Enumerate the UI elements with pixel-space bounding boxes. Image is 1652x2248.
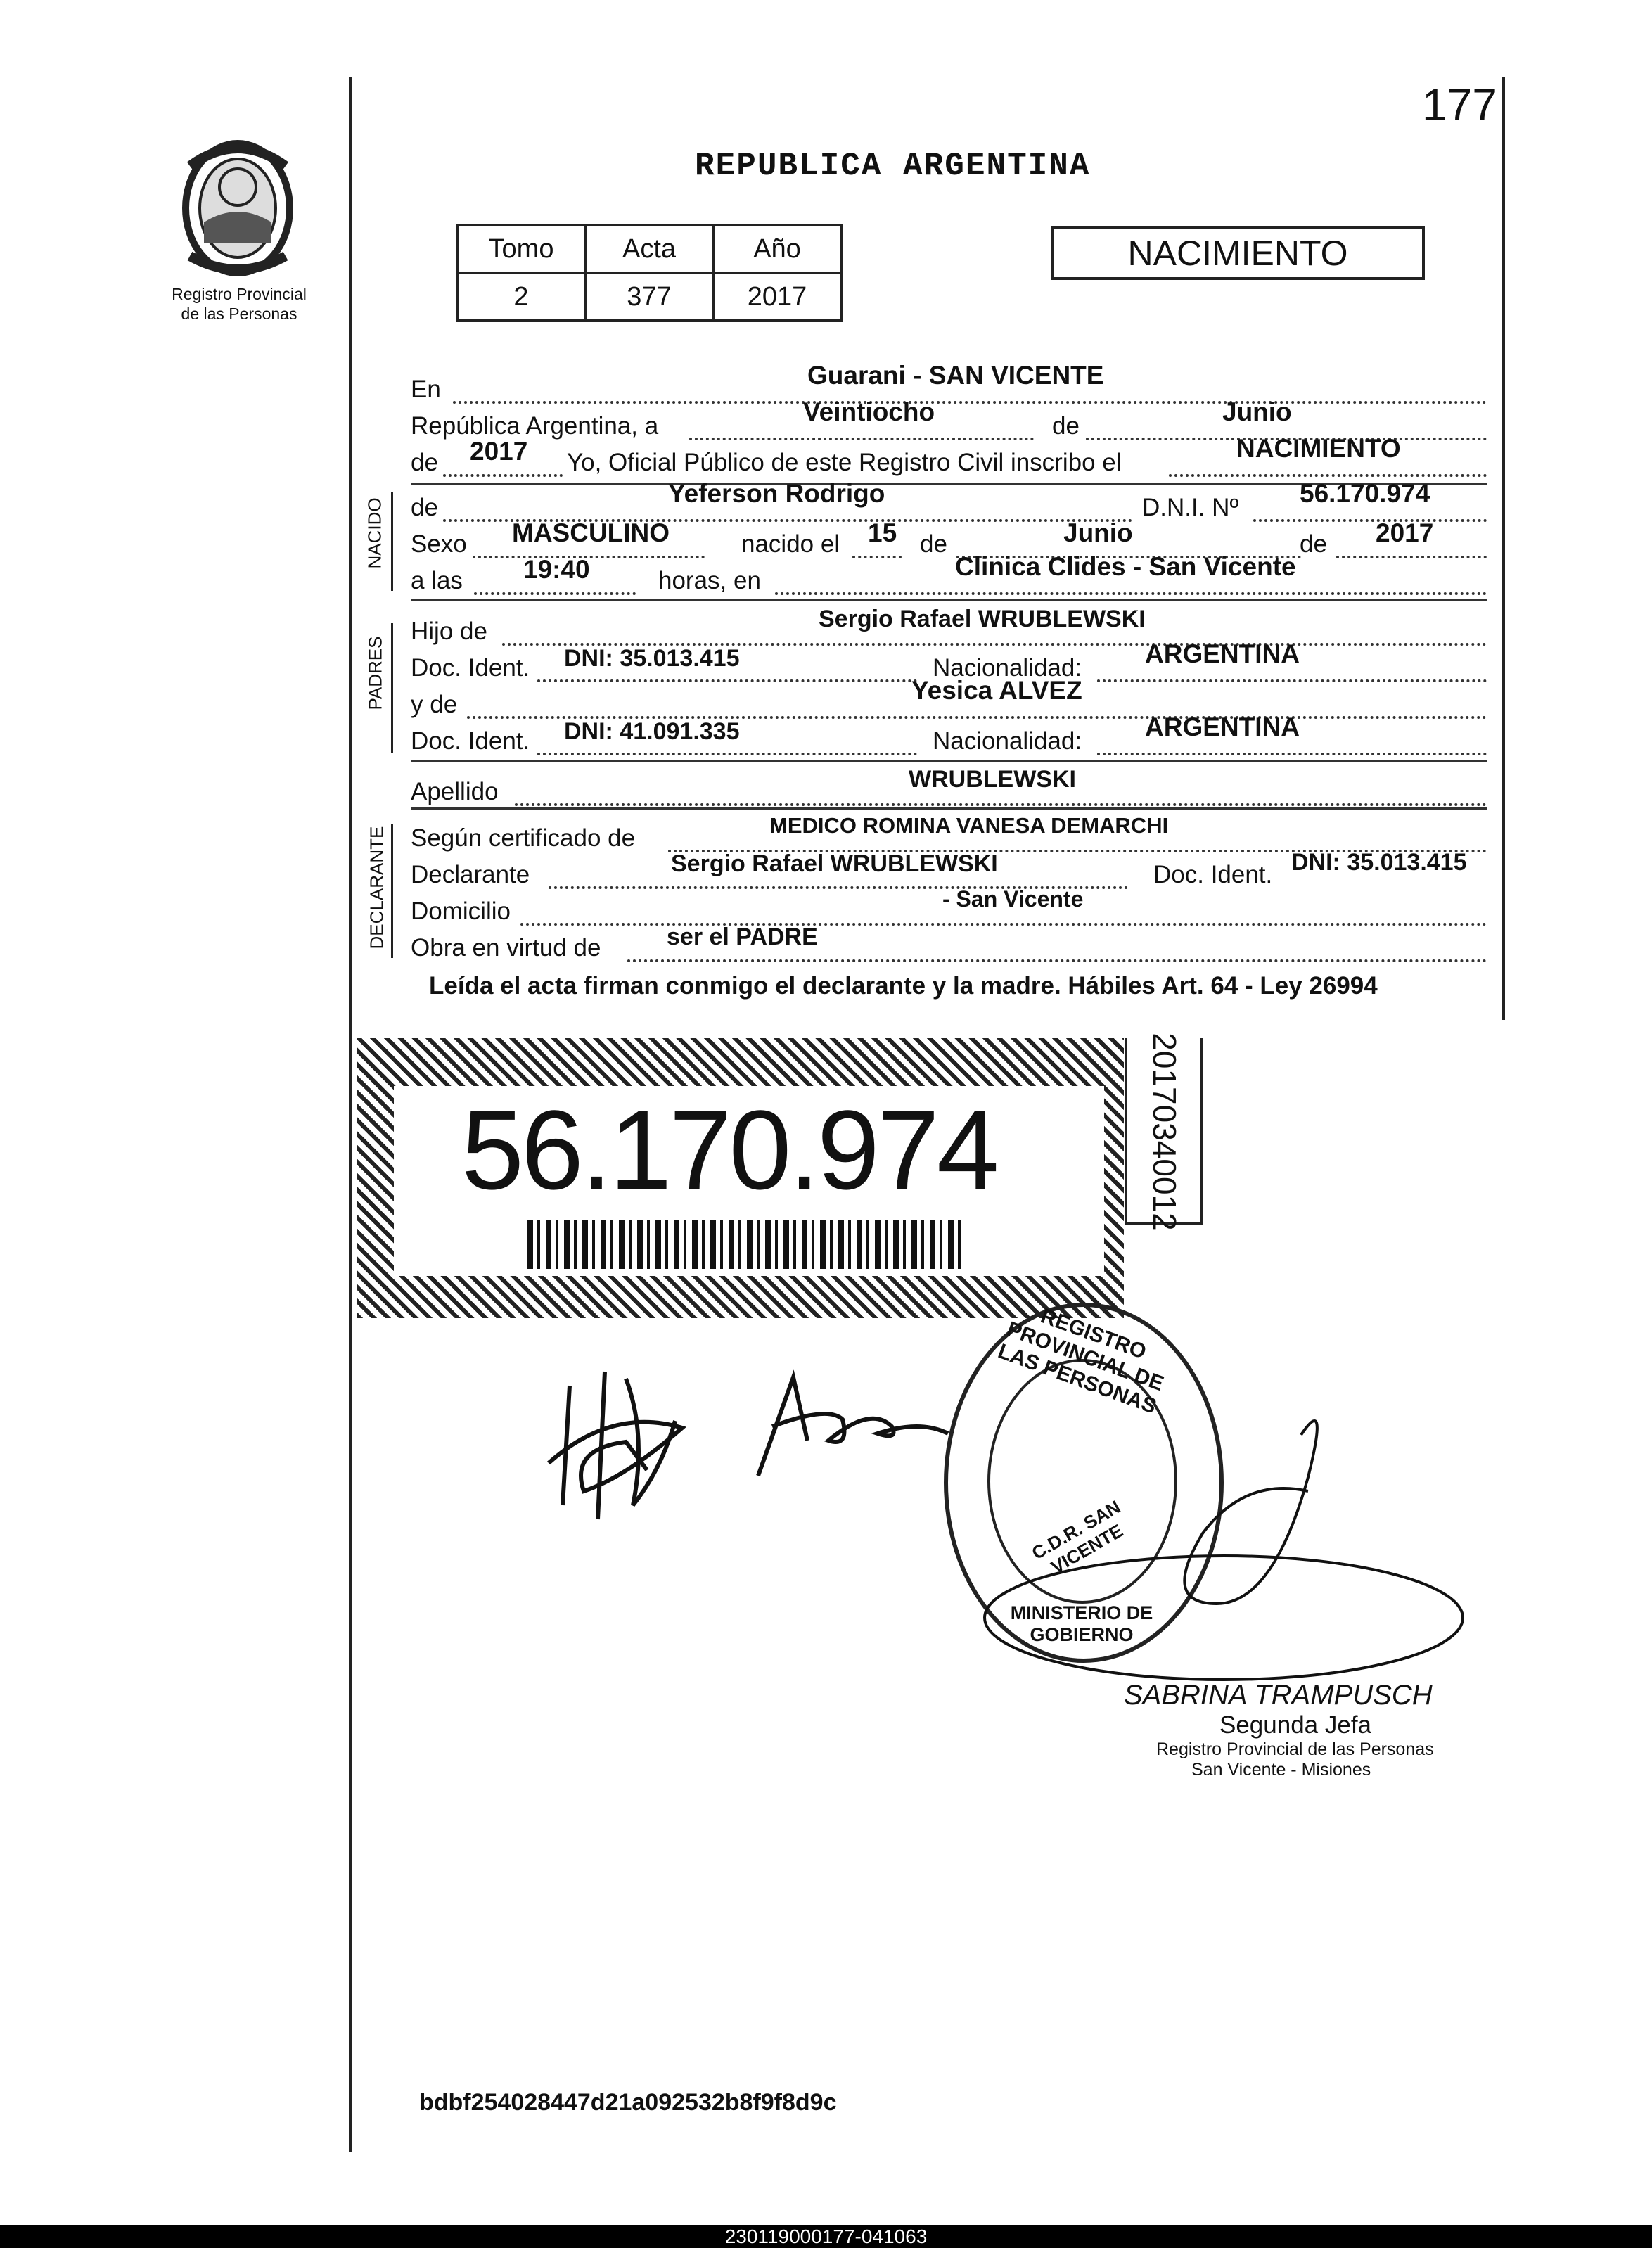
officer-office: Registro Provincial de las Personas <box>1156 1739 1434 1759</box>
seal-signature-loop <box>978 1393 1526 1688</box>
row-time <box>411 552 1487 596</box>
de-label-3: de <box>411 494 438 521</box>
mother-value: Yesica ALVEZ <box>911 676 1082 705</box>
signature-mother <box>744 1363 955 1483</box>
year-value: 2017 <box>470 437 528 466</box>
republica-label: República Argentina, a <box>411 412 659 440</box>
footer-bar <box>0 2225 1652 2248</box>
father-doc: DNI: 35.013.415 <box>564 645 740 672</box>
dni-stamp-number: 56.170.974 <box>461 1087 997 1213</box>
father-nac-label: Nacionalidad: <box>933 654 1082 682</box>
section-bar-nacido <box>391 492 393 591</box>
tomo-value: 2 <box>457 273 585 321</box>
declarante-doc: DNI: 35.013.415 <box>1291 849 1467 876</box>
province-emblem <box>169 138 307 276</box>
row-en <box>411 361 1487 405</box>
obra-value: ser el PADRE <box>667 924 818 950</box>
side-code-box <box>1125 1033 1203 1231</box>
domicilio-label: Domicilio <box>411 898 511 925</box>
officer-name: SABRINA TRAMPUSCH <box>1124 1680 1433 1711</box>
officer-block <box>1124 1680 1490 1780</box>
yo-text: Yo, Oficial Público de este Registro Civil inscribo el <box>567 449 1122 476</box>
month-value: Junio <box>1222 397 1292 426</box>
section-nacido: NACIDO <box>364 497 385 569</box>
dni-value: 56.170.974 <box>1300 479 1430 508</box>
side-code: 20170340012 <box>1146 1033 1183 1231</box>
mother-nat: ARGENTINA <box>1145 713 1300 741</box>
hijo-label: Hijo de <box>411 618 487 645</box>
birth-month: Junio <box>1063 518 1133 547</box>
record-type-box: NACIMIENTO <box>1051 226 1425 280</box>
apellido-value: WRUBLEWSKI <box>909 766 1076 793</box>
right-margin-line <box>1502 77 1505 1020</box>
apellido-label: Apellido <box>411 778 499 805</box>
declarante-value: Sergio Rafael WRUBLEWSKI <box>671 850 998 877</box>
closing-text: Leída el acta firman conmigo el declarante y la madre. Hábiles Art. 64 - Ley 26994 <box>429 972 1378 1000</box>
place-value: Clinica Clides - San Vicente <box>955 552 1296 581</box>
page-title: REPUBLICA ARGENTINA <box>695 148 1091 184</box>
time-value: 19:40 <box>523 555 590 584</box>
emblem-caption: Registro Provincial de las Personas <box>172 285 307 323</box>
acta-header: Acta <box>585 225 713 273</box>
sexo-label: Sexo <box>411 530 467 558</box>
row-mother-doc <box>411 713 1487 757</box>
row-domicilio <box>411 886 1487 927</box>
mother-nac-label: Nacionalidad: <box>933 727 1082 755</box>
seal-outer-text: REGISTRO PROVINCIAL DE LAS PERSONAS <box>994 1304 1167 1419</box>
declarante-label: Declarante <box>411 861 530 888</box>
tomo-header: Tomo <box>457 225 585 273</box>
acta-value: 377 <box>585 273 713 321</box>
row-year <box>411 434 1487 478</box>
document-hash: bdbf254028447d21a092532b8f9f8d9c <box>419 2089 837 2116</box>
yde-label: y de <box>411 691 458 718</box>
en-value: Guarani - SAN VICENTE <box>807 361 1104 390</box>
de-label-2: de <box>411 449 438 476</box>
section-padres: PADRES <box>364 636 386 710</box>
reference-table <box>456 224 843 322</box>
section-bar-padres <box>391 623 393 753</box>
footer-code: 230119000177-041063 <box>724 2225 928 2247</box>
officer-location: San Vicente - Misiones <box>1191 1760 1371 1780</box>
margin-line <box>349 77 352 2152</box>
segun-label: Según certificado de <box>411 824 636 852</box>
birth-day: 15 <box>868 518 897 547</box>
horas-label: horas, en <box>658 567 761 594</box>
seal-inner-text: C.D.R. SAN VICENTE <box>1027 1496 1127 1578</box>
segun-value: MEDICO ROMINA VANESA DEMARCHI <box>769 813 1169 838</box>
row-apellido <box>411 766 1487 807</box>
signature-declarante <box>542 1365 696 1526</box>
inscribe-value: NACIMIENTO <box>1236 434 1401 463</box>
de-label-4: de <box>920 530 947 558</box>
seal-bottom-text: MINISTERIO DE GOBIERNO <box>1010 1602 1153 1645</box>
father-value: Sergio Rafael WRUBLEWSKI <box>819 606 1146 632</box>
mother-doc: DNI: 41.091.335 <box>564 718 740 745</box>
father-nat: ARGENTINA <box>1145 639 1300 668</box>
de-label: de <box>1052 412 1080 440</box>
barcode <box>527 1220 966 1269</box>
section-bar-declarante <box>391 824 393 958</box>
day-value: Veintiocho <box>803 397 935 426</box>
anio-value: 2017 <box>713 273 841 321</box>
nacido-label: nacido el <box>741 530 840 558</box>
declarante-doc-label: Doc. Ident. <box>1153 861 1273 888</box>
page-number: 177 <box>1422 79 1497 130</box>
dni-stamp <box>357 1038 1124 1318</box>
officer-role: Segunda Jefa <box>1219 1711 1372 1739</box>
birth-year: 2017 <box>1376 518 1434 547</box>
dni-label: D.N.I. Nº <box>1142 494 1239 521</box>
de-label-5: de <box>1300 530 1327 558</box>
obra-label: Obra en virtud de <box>411 934 601 962</box>
sexo-value: MASCULINO <box>512 518 670 547</box>
alas-label: a las <box>411 567 463 594</box>
anio-header: Año <box>713 225 841 273</box>
mother-doc-label: Doc. Ident. <box>411 727 530 755</box>
father-doc-label: Doc. Ident. <box>411 654 530 682</box>
domicilio-value: - San Vicente <box>942 886 1084 912</box>
row-obra <box>411 924 1487 964</box>
section-declarante: DECLARANTE <box>366 826 388 950</box>
en-label: En <box>411 376 441 403</box>
name-value: Yeferson Rodrigo <box>668 479 885 508</box>
